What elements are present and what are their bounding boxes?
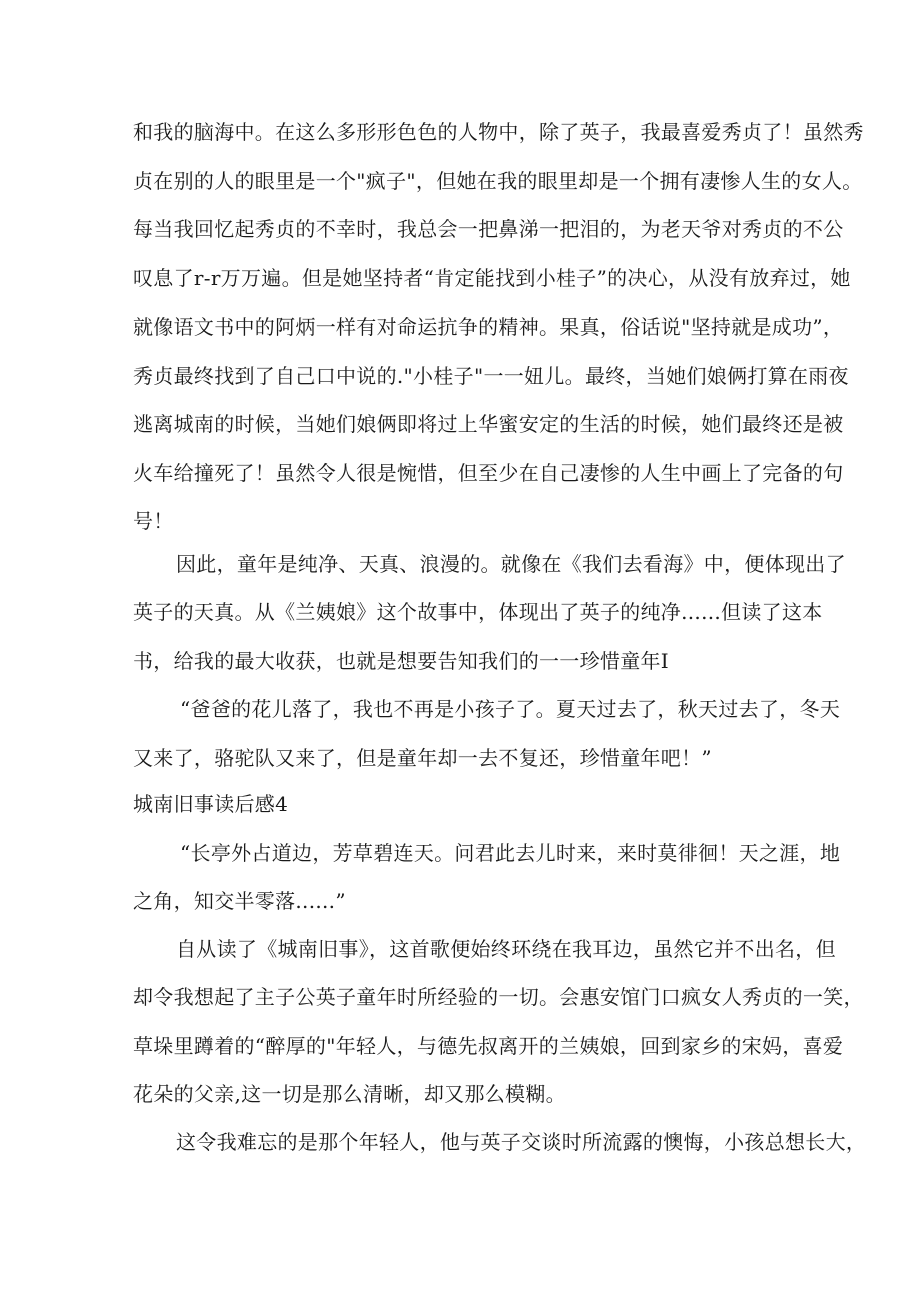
text-line: 这令我难忘的是那个年轻人，他与英子交谈时所流露的懊悔，小孩总想长大， (176, 1130, 867, 1154)
text-line: 又来了，骆驼队又来了，但是童年却一去不复还，珍惜童年吧！” (133, 746, 712, 770)
text-line: 之角，知交半零落......” (133, 889, 346, 913)
text-line: 每当我回忆起秀贞的不幸时，我总会一把鼻涕一把泪的，为老天爷对秀贞的不公 (133, 217, 844, 241)
text-line: “长亭外占道边，芳草碧连天。问君此去儿时来，来时莫徘徊！天之涯，地 (180, 841, 841, 865)
text-line: 叹息了r-r万万遍。但是她坚持者“肯定能找到小桂子”的决心，从没有放弃过，她 (133, 266, 851, 290)
text-line: 花朵的父亲,这一切是那么清晰，却又那么模糊。 (133, 1082, 566, 1106)
text-line: 号！ (133, 509, 174, 533)
text-line: 就像语文书中的阿炳一样有对命运抗争的精神。果真，俗话说"坚持就是成功”， (133, 315, 844, 339)
text-line: 贞在别的人的眼里是一个"疯子"，但她在我的眼里却是一个拥有凄惨人生的女人。 (133, 169, 863, 193)
text-line: 英子的天真。从《兰姨娘》这个故事中，体现出了英子的纯净......但读了这本 (133, 600, 823, 624)
text-line: 却令我想起了主子公英子童年时所经验的一切。会惠安馆门口疯女人秀贞的一笑， (133, 985, 864, 1009)
text-line: 逃离城南的时候，当她们娘俩即将过上华蜜安定的生活的时候，她们最终还是被 (133, 412, 844, 436)
text-line: 因此，童年是纯净、天真、浪漫的。就像在《我们去看海》中，便体现出了 (176, 552, 846, 576)
text-line: 自从读了《城南旧事》，这首歌便始终环绕在我耳边，虽然它并不出名，但 (176, 937, 836, 961)
section-heading: 城南旧事读后感4 (133, 792, 289, 816)
text-line: 和我的脑海中。在这么多形形色色的人物中，除了英子，我最喜爱秀贞了！虽然秀 (133, 120, 864, 144)
text-line: 草垛里蹲着的“醉厚的"年轻人，与德先叔离开的兰姨娘，回到家乡的宋妈，喜爱 (133, 1034, 844, 1058)
text-line: 书，给我的最大收获，也就是想要告知我们的一一珍惜童年I (133, 649, 669, 673)
text-line: 火车给撞死了！虽然令人很是惋惜，但至少在自己凄惨的人生中画上了完备的句 (133, 461, 844, 485)
text-line: “爸爸的花儿落了，我也不再是小孩子了。夏天过去了，秋天过去了，冬天 (180, 697, 841, 721)
text-line: 秀贞最终找到了自己口中说的."小桂子"一一妞儿。最终，当她们娘俩打算在雨夜 (133, 364, 849, 388)
